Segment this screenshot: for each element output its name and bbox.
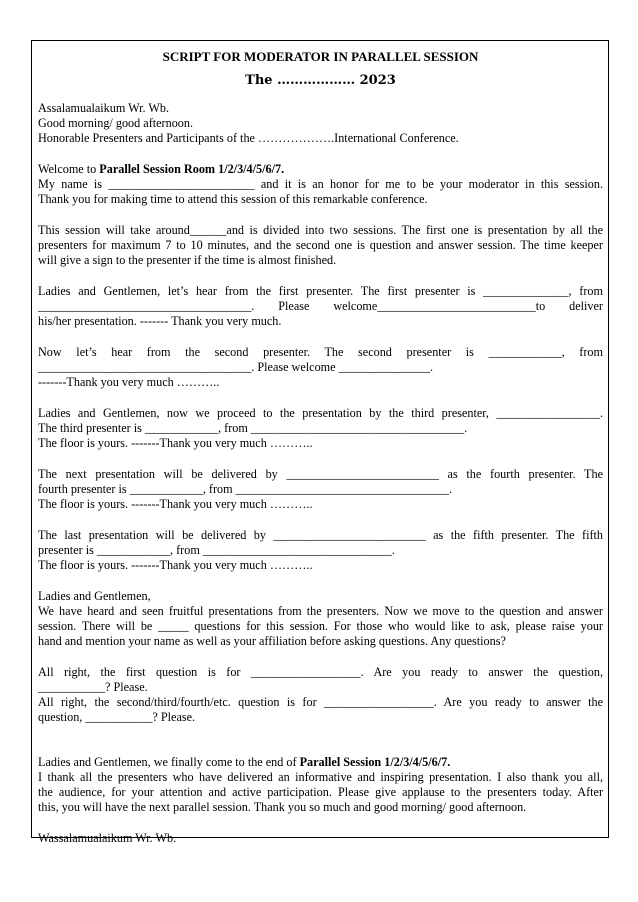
qa-intro-block xyxy=(38,589,603,649)
qa-question-line: ___________? Please. xyxy=(38,680,148,694)
qa-intro-line: session. There will be _____ questions for this session. For those who would like to ask, please raise your xyxy=(38,619,603,633)
farewell-line: Wassalamualaikum Wr. Wb. xyxy=(38,831,177,845)
qa-question-line: question, ___________? Please. xyxy=(38,710,196,724)
moderator-name-line: My name is ________________________ and it is an honor for me to be your moderator in this session. xyxy=(38,177,603,191)
first-presenter-block xyxy=(38,284,603,329)
document-page xyxy=(31,40,609,845)
fifth-presenter-line: The floor is yours. -------Thank you very much ……….. xyxy=(38,558,313,572)
qa-question-line: All right, the second/third/fourth/etc. question is for __________________. Are you ready to answer the xyxy=(38,695,603,709)
session-room: Parallel Session Room 1/2/3/4/5/6/7. xyxy=(99,162,285,176)
closing-prefix: Ladies and Gentlemen, we finally come to the end of xyxy=(38,755,300,769)
session-info-block xyxy=(38,223,603,268)
fifth-presenter-line: presenter is ____________, from _______________________________. xyxy=(38,543,395,557)
fourth-presenter-line: fourth presenter is ____________, from ___________________________________. xyxy=(38,482,453,496)
session-info-line: will give a sign to the presenter if the time is almost finished. xyxy=(38,253,337,267)
third-presenter-block xyxy=(38,406,603,451)
closing-line: the audience, for your attention and active participation. Please give applause to the presenters today. After xyxy=(38,785,603,799)
greeting-block xyxy=(38,101,603,146)
first-presenter-line: Ladies and Gentlemen, let’s hear from the first presenter. The first presenter is ______________, from xyxy=(38,284,603,298)
fifth-presenter-block xyxy=(38,528,603,573)
greeting-line: Honorable Presenters and Participants of the ……………….International Conference. xyxy=(38,131,459,145)
session-info-line: presenters for maximum 7 to 10 minutes, and the second one is question and answer session. The time keeper xyxy=(38,238,603,252)
second-presenter-block xyxy=(38,345,603,390)
fourth-presenter-line: The floor is yours. -------Thank you very much ……….. xyxy=(38,497,313,511)
document-content xyxy=(38,49,603,846)
closing-line: this, you will have the next parallel session. Thank you so much and good morning/ good afternoon. xyxy=(38,800,527,814)
welcome-prefix: Welcome to xyxy=(38,162,100,176)
first-presenter-line: ___________________________________. Please welcome__________________________to deliver xyxy=(38,299,603,313)
closing-block xyxy=(38,755,603,815)
closing-session: Parallel Session 1/2/3/4/5/6/7. xyxy=(299,755,451,769)
qa-intro-line: hand and mention your name as well as your affiliation before asking questions. Any questions? xyxy=(38,634,506,648)
second-presenter-line: ___________________________________. Please welcome _______________. xyxy=(38,360,434,374)
fourth-presenter-block xyxy=(38,467,603,512)
qa-question-line: All right, the first question is for __________________. Are you ready to answer the question, xyxy=(38,665,603,679)
qa-intro-line: We have heard and seen fruitful presentations from the presenters. Now we move to the question and answer xyxy=(38,604,603,618)
greeting-line: Good morning/ good afternoon. xyxy=(38,116,194,130)
qa-questions-block xyxy=(38,665,603,725)
document-subtitle: The ……………… 2023 xyxy=(245,73,396,88)
document-title: SCRIPT FOR MODERATOR IN PARALLEL SESSION xyxy=(162,49,479,64)
qa-intro-line: Ladies and Gentlemen, xyxy=(38,589,151,603)
welcome-block xyxy=(38,162,603,207)
greeting-line: Assalamualaikum Wr. Wb. xyxy=(38,101,170,115)
second-presenter-line: Now let’s hear from the second presenter. The second presenter is ____________, from xyxy=(38,345,603,359)
session-info-line: This session will take around______and is divided into two sessions. The first one is presentation by all the xyxy=(38,223,603,237)
fifth-presenter-line: The last presentation will be delivered by _________________________ as the fifth presenter. The fifth xyxy=(38,528,603,542)
third-presenter-line: The third presenter is ____________, from ___________________________________. xyxy=(38,421,468,435)
closing-line xyxy=(38,755,603,770)
fourth-presenter-line: The next presentation will be delivered by _________________________ as the fourth presenter. The xyxy=(38,467,603,481)
second-presenter-line: -------Thank you very much ……….. xyxy=(38,375,220,389)
welcome-line xyxy=(38,162,603,177)
welcome-thanks-line: Thank you for making time to attend this session of this remarkable conference. xyxy=(38,192,428,206)
third-presenter-line: Ladies and Gentlemen, now we proceed to the presentation by the third presenter, _________________. xyxy=(38,406,603,420)
closing-line: I thank all the presenters who have delivered an informative and inspiring presentation. I also thank you all, xyxy=(38,770,603,784)
third-presenter-line: The floor is yours. -------Thank you very much ……….. xyxy=(38,436,313,450)
first-presenter-line: his/her presentation. ------- Thank you very much. xyxy=(38,314,282,328)
